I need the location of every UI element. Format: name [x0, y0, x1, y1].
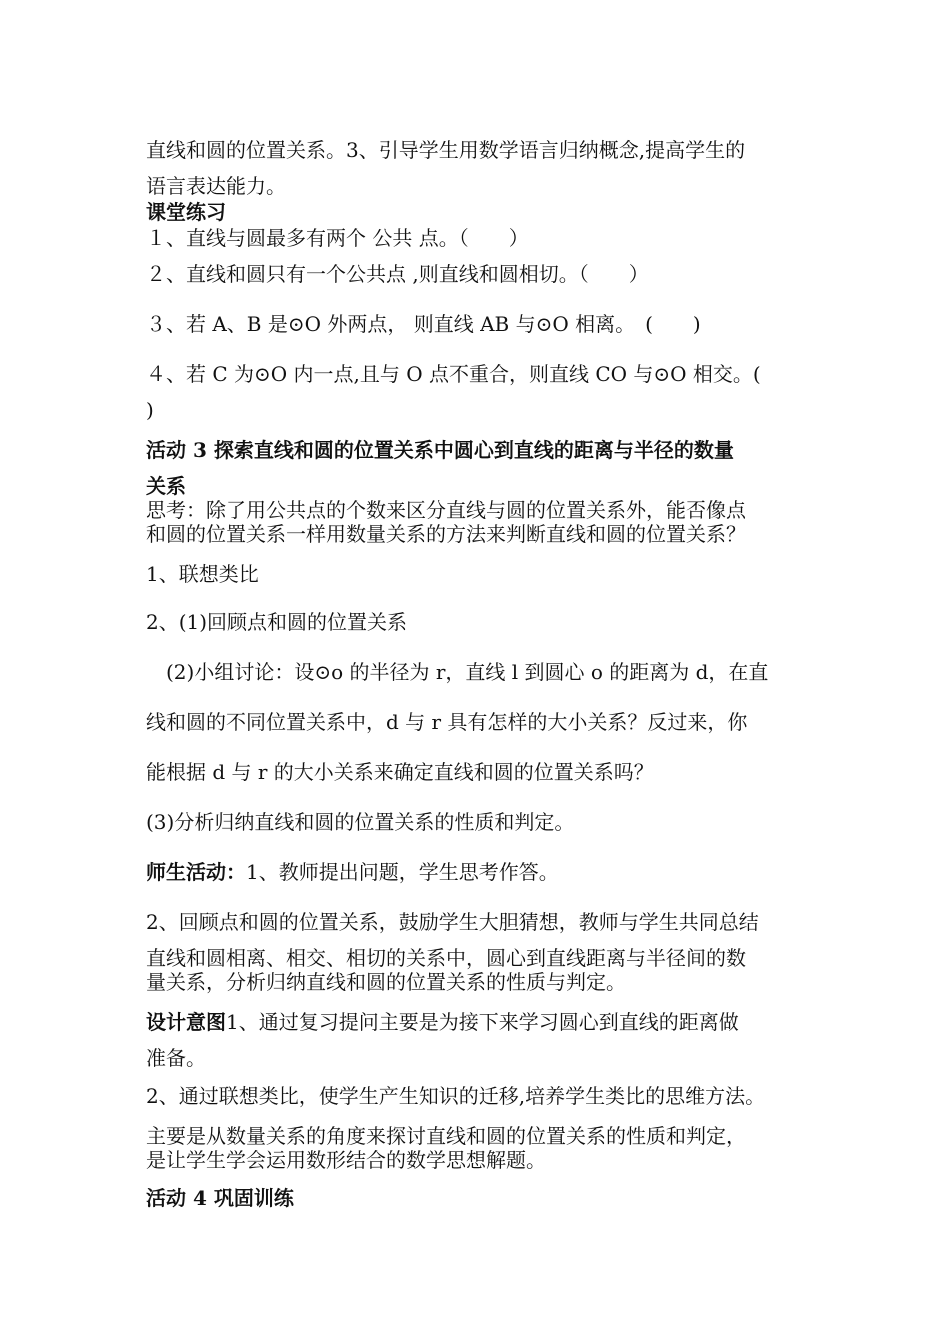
paragraph-line: 直线和圆的位置关系。3、引导学生用数学语言归纳概念,提高学生的 — [146, 138, 746, 162]
exercise-item: ３、若 A、B 是⊙O 外两点， 则直线 AB 与⊙O 相离。 ( ) — [146, 312, 701, 336]
teacher-student-label: 师生活动： — [146, 860, 246, 884]
paragraph-line: 和圆的位置关系一样用数量关系的方法来判断直线和圆的位置关系？ — [146, 522, 746, 546]
exercise-item: ２、直线和圆只有一个公共点 ,则直线和圆相切。（ ） — [146, 262, 649, 286]
paragraph-line: 主要是从数量关系的角度来探讨直线和圆的位置关系的性质和判定， — [146, 1124, 746, 1148]
list-item: 2、(1)回顾点和圆的位置关系 — [146, 610, 408, 634]
exercise-item-cont: ) — [146, 398, 154, 422]
paragraph-line: 2、回顾点和圆的位置关系，鼓励学生大胆猜想，教师与学生共同总结 — [146, 910, 759, 934]
paragraph-line — [146, 860, 559, 884]
paragraph-line: 语言表达能力。 — [146, 174, 286, 198]
paragraph-line: 准备。 — [146, 1046, 206, 1070]
list-item: (3)分析归纳直线和圆的位置关系的性质和判定。 — [146, 810, 575, 834]
section-heading: 课堂练习 — [146, 200, 226, 224]
activity-heading: 活动 3 探索直线和圆的位置关系中圆心到直线的距离与半径的数量 — [146, 438, 734, 462]
list-item: 1、联想类比 — [146, 562, 259, 586]
paragraph-line: 能根据 d 与 r 的大小关系来确定直线和圆的位置关系吗？ — [146, 760, 654, 784]
exercise-item: ４、若 C 为⊙O 内一点,且与 O 点不重合，则直线 CO 与⊙O 相交。( — [146, 362, 761, 386]
design-intent-text: 1、通过复习提问主要是为接下来学习圆心到直线的距离做 — [226, 1010, 739, 1034]
paragraph-line — [146, 1010, 739, 1034]
paragraph-line: 直线和圆相离、相交、相切的关系中，圆心到直线距离与半径间的数 — [146, 946, 746, 970]
paragraph-line: 思考：除了用公共点的个数来区分直线与圆的位置关系外，能否像点 — [146, 498, 746, 522]
paragraph-line: 量关系，分析归纳直线和圆的位置关系的性质与判定。 — [146, 970, 626, 994]
design-intent-label: 设计意图 — [146, 1010, 226, 1034]
paragraph-line: 线和圆的不同位置关系中，d 与 r 具有怎样的大小关系？反过来，你 — [146, 710, 748, 734]
list-item: (2)小组讨论：设⊙o 的半径为 r，直线 l 到圆心 o 的距离为 d，在直 — [166, 660, 769, 684]
activity-heading-cont: 关系 — [146, 474, 186, 498]
exercise-item: １、直线与圆最多有两个 公共 点。（ ） — [146, 226, 529, 250]
paragraph-line: 是让学生学会运用数形结合的数学思想解题。 — [146, 1148, 546, 1172]
activity-heading: 活动 4 巩固训练 — [146, 1186, 294, 1210]
paragraph-line: 2、通过联想类比，使学生产生知识的迁移,培养学生类比的思维方法。 — [146, 1084, 766, 1108]
teacher-student-text: 1、教师提出问题，学生思考作答。 — [246, 860, 559, 884]
